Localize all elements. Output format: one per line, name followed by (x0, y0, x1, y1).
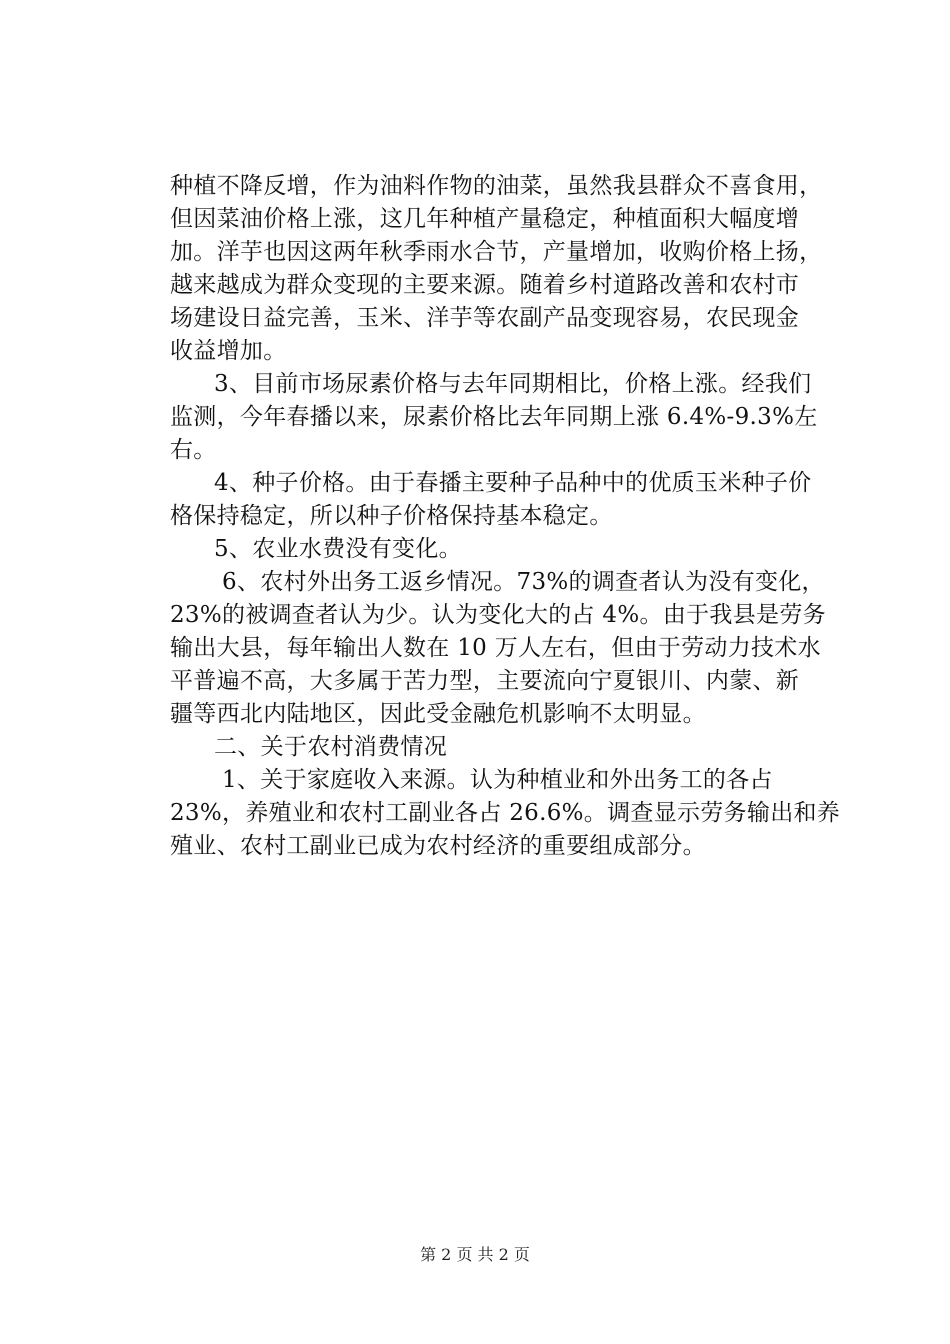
page-footer: 第 2 页 共 2 页 (420, 1245, 530, 1264)
text-line: 23%，养殖业和农村工副业各占 26.6%。调查显示劳务输出和养 (170, 800, 841, 826)
document-body (170, 170, 841, 863)
text-line: 种植不降反增，作为油料作物的油菜，虽然我县群众不喜食用， (170, 173, 823, 199)
section-heading: 二、关于农村消费情况 (214, 734, 447, 760)
text-line: 平普遍不高，大多属于苦力型，主要流向宁夏银川、内蒙、新 (170, 668, 800, 694)
text-line: 加。洋芋也因这两年秋季雨水合节，产量增加，收购价格上扬， (170, 239, 823, 265)
text-line: 右。 (170, 437, 217, 463)
paragraph-start-line: 4、种子价格。由于春播主要种子品种中的优质玉米种子价 (214, 470, 812, 496)
paragraph-start-line: 5、农业水费没有变化。 (214, 536, 462, 562)
text-line: 越来越成为群众变现的主要来源。随着乡村道路改善和农村市 (170, 272, 800, 298)
paragraph-start-line: 3、目前市场尿素价格与去年同期相比，价格上涨。经我们 (214, 371, 812, 397)
text-line: 场建设日益完善，玉米、洋芋等农副产品变现容易，农民现金 (170, 305, 800, 331)
text-line: 23%的被调查者认为少。认为变化大的占 4%。由于我县是劳务 (170, 602, 826, 628)
text-line: 收益增加。 (170, 338, 287, 364)
text-line: 监测，今年春播以来，尿素价格比去年同期上涨 6.4%-9.3%左 (170, 404, 818, 430)
paragraph-start-line: 6、农村外出务工返乡情况。73%的调查者认为没有变化， (222, 569, 825, 595)
text-line: 疆等西北内陆地区，因此受金融危机影响不太明显。 (170, 701, 706, 727)
text-line: 格保持稳定，所以种子价格保持基本稳定。 (170, 503, 613, 529)
text-line: 但因菜油价格上涨，这几年种植产量稳定，种植面积大幅度增 (170, 206, 800, 232)
text-line: 输出大县，每年输出人数在 10 万人左右，但由于劳动力技术水 (170, 635, 821, 661)
text-line: 殖业、农村工副业已成为农村经济的重要组成部分。 (170, 833, 706, 859)
paragraph-start-line: 1、关于家庭收入来源。认为种植业和外出务工的各占 (222, 767, 773, 793)
